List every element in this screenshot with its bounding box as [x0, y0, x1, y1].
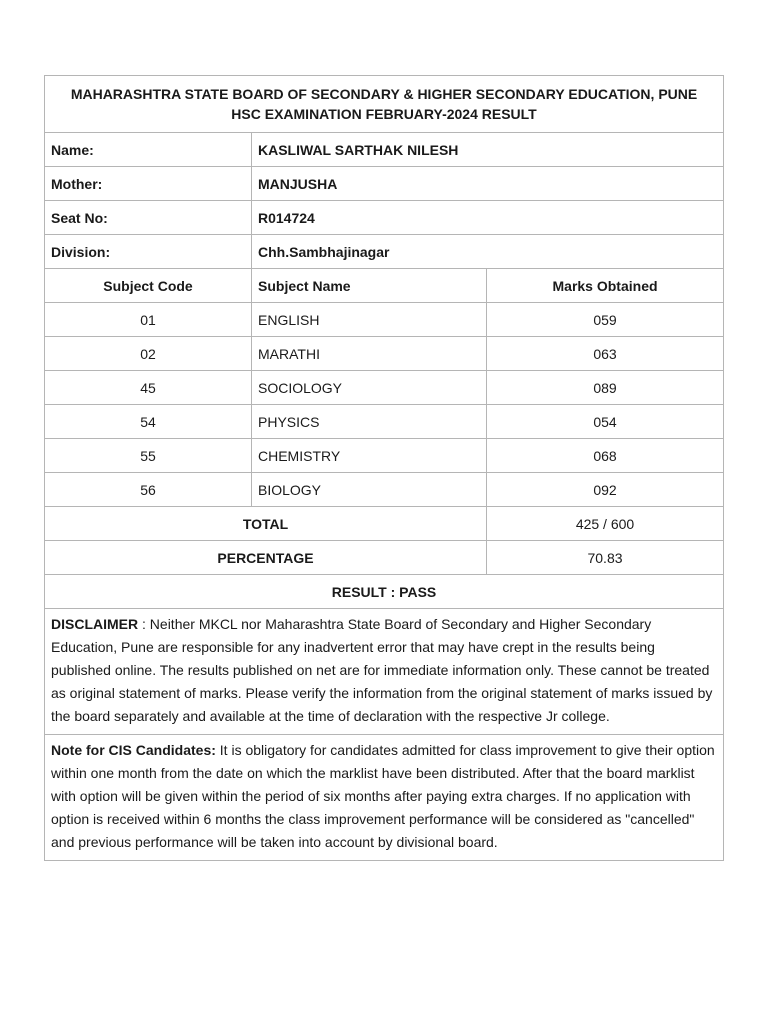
result-header	[45, 76, 724, 133]
name-value: KASLIWAL SARTHAK NILESH	[252, 133, 724, 167]
cis-note-title: Note for CIS Candidates:	[51, 742, 216, 758]
subject-code: 54	[45, 405, 252, 439]
division-row	[45, 235, 724, 269]
subject-marks: 068	[487, 439, 724, 473]
subject-marks: 092	[487, 473, 724, 507]
subject-code: 55	[45, 439, 252, 473]
subject-marks: 063	[487, 337, 724, 371]
subject-marks: 059	[487, 303, 724, 337]
subject-name: BIOLOGY	[252, 473, 487, 507]
disclaimer-row	[45, 609, 724, 735]
percentage-label: PERCENTAGE	[45, 541, 487, 575]
percentage-value: 70.83	[487, 541, 724, 575]
column-header-row	[45, 269, 724, 303]
subject-code: 01	[45, 303, 252, 337]
subject-name: ENGLISH	[252, 303, 487, 337]
exam-title: HSC EXAMINATION FEBRUARY-2024 RESULT	[231, 106, 537, 122]
cis-note-text: It is obligatory for candidates admitted for class improvement to give their option within one month from the date on which the marklist have been distributed. After that the board marklist with option will be given within the period of six months after paying extra charges. If no application with option is received within 6 months the class improvement performance will be considered as "cancelled" and previous performance will be taken into account by divisional board.	[51, 742, 715, 850]
subject-code-header: Subject Code	[45, 269, 252, 303]
total-label: TOTAL	[45, 507, 487, 541]
subject-marks: 054	[487, 405, 724, 439]
total-value: 425 / 600	[487, 507, 724, 541]
subject-row	[45, 473, 724, 507]
subject-row	[45, 371, 724, 405]
subject-name-header: Subject Name	[252, 269, 487, 303]
subject-marks: 089	[487, 371, 724, 405]
subject-name: SOCIOLOGY	[252, 371, 487, 405]
cis-note	[45, 735, 724, 861]
mother-value: MANJUSHA	[252, 167, 724, 201]
mother-label: Mother:	[45, 167, 252, 201]
result-table	[44, 75, 724, 861]
name-row	[45, 133, 724, 167]
subject-row	[45, 337, 724, 371]
board-title: MAHARASHTRA STATE BOARD OF SECONDARY & HIGHER SECONDARY EDUCATION, PUNE	[70, 86, 698, 102]
subject-name: MARATHI	[252, 337, 487, 371]
subject-code: 02	[45, 337, 252, 371]
result-status: RESULT : PASS	[45, 575, 724, 609]
subject-name: PHYSICS	[252, 405, 487, 439]
percentage-row	[45, 541, 724, 575]
subject-code: 56	[45, 473, 252, 507]
seat-label: Seat No:	[45, 201, 252, 235]
subject-name: CHEMISTRY	[252, 439, 487, 473]
disclaimer	[45, 609, 724, 735]
seat-value: R014724	[252, 201, 724, 235]
seat-row	[45, 201, 724, 235]
subject-row	[45, 439, 724, 473]
division-value: Chh.Sambhajinagar	[252, 235, 724, 269]
disclaimer-text: : Neither MKCL nor Maharashtra State Board of Secondary and Higher Secondary Education, Pune are responsible for any inadvertent error that may have crept in the results being published online. The results published on net are for immediate information only. These cannot be treated as original statement of marks. Please verify the information from the original statement of marks issued by the board separately and available at the time of declaration with the respective Jr college.	[51, 616, 713, 724]
name-label: Name:	[45, 133, 252, 167]
cis-note-row	[45, 735, 724, 861]
result-row	[45, 575, 724, 609]
disclaimer-title: DISCLAIMER	[51, 616, 139, 632]
subject-code: 45	[45, 371, 252, 405]
total-row	[45, 507, 724, 541]
marks-header: Marks Obtained	[487, 269, 724, 303]
mother-row	[45, 167, 724, 201]
division-label: Division:	[45, 235, 252, 269]
subject-row	[45, 303, 724, 337]
subject-row	[45, 405, 724, 439]
